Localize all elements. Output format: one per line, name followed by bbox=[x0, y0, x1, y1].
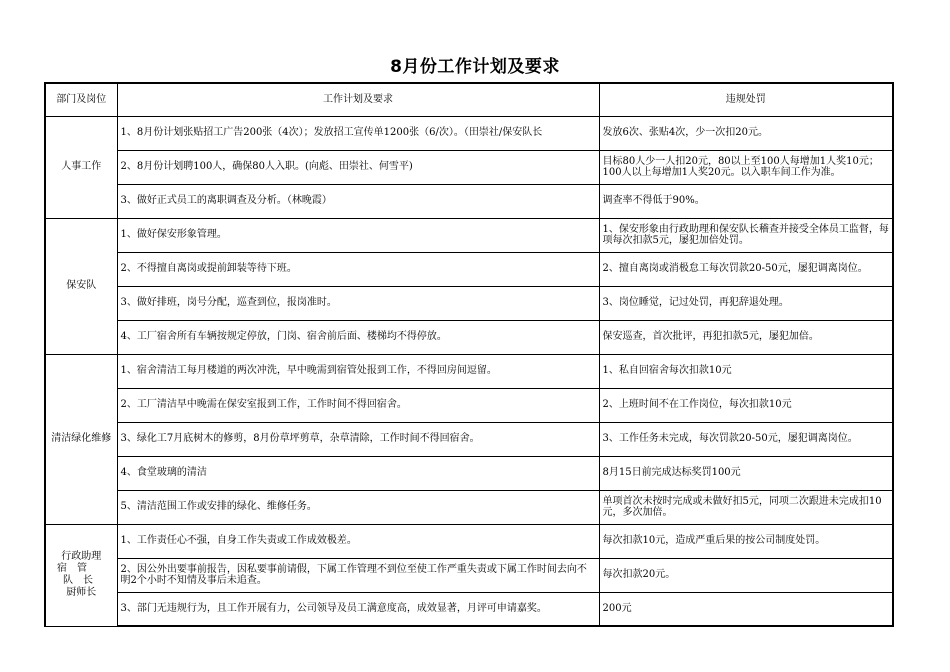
plan-cell: 2、8月份计划聘100人，确保80人入职。(向彪、田崇社、何雪平) bbox=[117, 150, 599, 184]
header-penalty: 违规处罚 bbox=[599, 83, 893, 116]
table-row bbox=[45, 388, 893, 422]
dept-line: 队 长 bbox=[63, 575, 93, 586]
page-title: 8月份工作计划及要求 bbox=[390, 57, 560, 77]
plan-cell: 1、做好保安形象管理。 bbox=[117, 218, 599, 252]
dept-cell-cleaning: 清洁绿化维修 bbox=[45, 354, 117, 524]
table-row bbox=[45, 422, 893, 456]
penalty-cell: 3、岗位睡觉，记过处罚，再犯辞退处理。 bbox=[599, 286, 893, 320]
penalty-cell: 3、工作任务未完成，每次罚款20-50元，屡犯调离岗位。 bbox=[599, 422, 893, 456]
penalty-cell: 8月15日前完成达标奖罚100元 bbox=[599, 456, 893, 490]
dept-line: 行政助理 bbox=[61, 551, 102, 562]
table-row bbox=[45, 558, 893, 592]
dept-cell-hr: 人事工作 bbox=[45, 116, 117, 218]
dept-line: 厨师长 bbox=[66, 587, 97, 598]
plan-cell: 2、工厂清洁早中晚需在保安室报到工作，工作时间不得回宿舍。 bbox=[117, 388, 599, 422]
table-row bbox=[45, 592, 893, 626]
plan-cell: 1、8月份计划张贴招工广告200张（4次）；发放招工宣传单1200张（6/次）。（田崇社/保安队长 bbox=[117, 116, 599, 150]
table-row bbox=[45, 524, 893, 558]
dept-cell-security: 保安队 bbox=[45, 218, 117, 354]
plan-cell: 4、食堂玻璃的清洁 bbox=[117, 456, 599, 490]
dept-cell-admin bbox=[45, 524, 117, 626]
penalty-cell: 每次扣款10元，造成严重后果的按公司制度处罚。 bbox=[599, 524, 893, 558]
table-row bbox=[45, 150, 893, 184]
penalty-cell: 1、保安形象由行政助理和保安队长稽查并接受全体员工监督，每项每次扣款5元，屡犯加倍处罚。 bbox=[599, 218, 893, 252]
penalty-cell: 2、擅自离岗或消极怠工每次罚款20-50元，屡犯调离岗位。 bbox=[599, 252, 893, 286]
penalty-cell: 200元 bbox=[599, 592, 893, 626]
plan-cell: 3、部门无违规行为，且工作开展有力，公司领导及员工满意度高，成效显著，月评可申请嘉奖。 bbox=[117, 592, 599, 626]
plan-cell: 1、工作责任心不强，自身工作失责或工作成效极差。 bbox=[117, 524, 599, 558]
penalty-cell: 目标80人少一人扣20元，80以上至100人每增加1人奖10元；100人以上每增加1人奖20元。以入职车间工作为准。 bbox=[599, 150, 893, 184]
table-header-row bbox=[45, 83, 893, 116]
table-row bbox=[45, 218, 893, 252]
table-row bbox=[45, 116, 893, 150]
plan-cell: 3、做好正式员工的离职调查及分析。（林晚霞） bbox=[117, 184, 599, 218]
penalty-cell: 单项首次未按时完成或未做好扣5元，同项二次跟进未完成扣10元，多次加倍。 bbox=[599, 490, 893, 524]
penalty-cell: 调查率不得低于90%。 bbox=[599, 184, 893, 218]
penalty-cell: 1、私自回宿舍每次扣款10元 bbox=[599, 354, 893, 388]
table-row bbox=[45, 184, 893, 218]
table-row bbox=[45, 354, 893, 388]
work-plan-table bbox=[44, 82, 894, 627]
penalty-cell: 2、上班时间不在工作岗位，每次扣款10元 bbox=[599, 388, 893, 422]
plan-cell: 3、绿化工7月底树木的修剪，8月份草坪剪草，杂草清除，工作时间不得回宿舍。 bbox=[117, 422, 599, 456]
header-plan: 工作计划及要求 bbox=[117, 83, 599, 116]
plan-cell: 3、做好排班，岗号分配，巡查到位，报岗准时。 bbox=[117, 286, 599, 320]
plan-cell: 2、不得擅自离岗或提前卸装等待下班。 bbox=[117, 252, 599, 286]
dept-line: 宿 管 bbox=[57, 563, 87, 574]
plan-cell: 2、因公外出要事前报告，因私要事前请假，下属工作管理不到位至使工作严重失责或下属工作时间去向不明2个小时不知情及事后未追查。 bbox=[117, 558, 599, 592]
penalty-cell: 发放6次、张贴4次，少一次扣20元。 bbox=[599, 116, 893, 150]
table-row bbox=[45, 456, 893, 490]
plan-cell: 5、清洁范围工作或安排的绿化、维修任务。 bbox=[117, 490, 599, 524]
table-row bbox=[45, 252, 893, 286]
plan-cell: 1、宿舍清洁工每月楼道的两次冲洗，早中晚需到宿管处报到工作，不得回房间逗留。 bbox=[117, 354, 599, 388]
penalty-cell: 每次扣款20元。 bbox=[599, 558, 893, 592]
header-dept: 部门及岗位 bbox=[45, 83, 117, 116]
table-row bbox=[45, 320, 893, 354]
table-row bbox=[45, 286, 893, 320]
penalty-cell: 保安巡查，首次批评，再犯扣款5元，屡犯加倍。 bbox=[599, 320, 893, 354]
plan-cell: 4、工厂宿舍所有车辆按规定停放，门岗、宿舍前后面、楼梯均不得停放。 bbox=[117, 320, 599, 354]
table-row bbox=[45, 490, 893, 524]
